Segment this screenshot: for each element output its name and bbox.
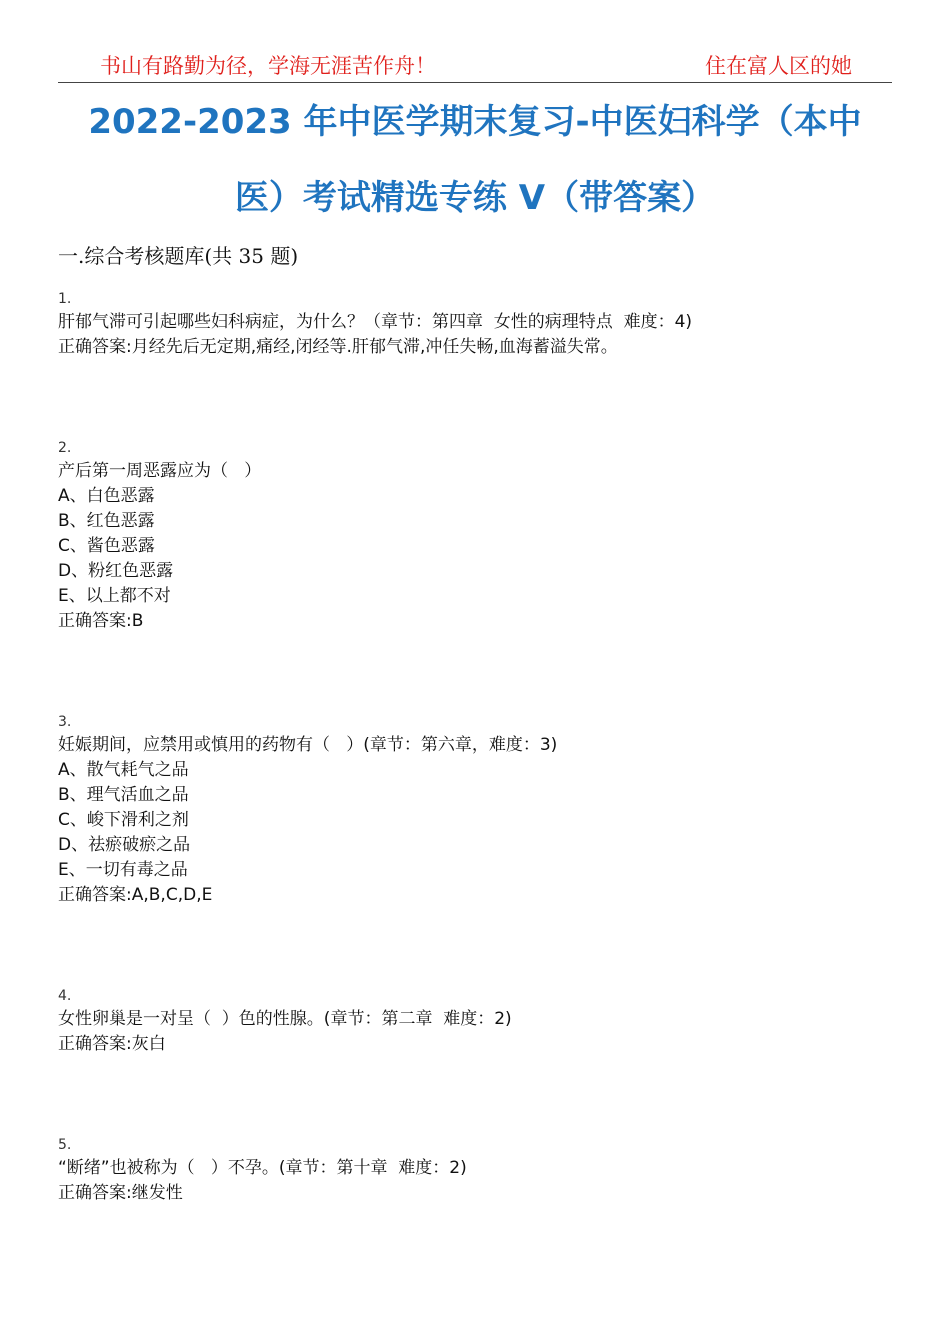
- question-3: [58, 711, 898, 908]
- document-title: [40, 84, 910, 236]
- option-d: D、粉红色恶露: [58, 561, 174, 581]
- question-answer: 正确答案:B: [58, 611, 144, 631]
- question-number: 4.: [58, 988, 72, 1004]
- header-motto: 书山有路勤为径，学海无涯苦作舟！: [100, 54, 436, 78]
- option-d: D、祛瘀破瘀之品: [58, 835, 191, 855]
- option-a: A、散气耗气之品: [58, 760, 189, 780]
- question-text: 肝郁气滞可引起哪些妇科病症，为什么？（章节：第四章 女性的病理特点 难度：4): [58, 312, 693, 332]
- question-2: [58, 437, 898, 634]
- question-answer: 正确答案:继发性: [58, 1183, 183, 1203]
- option-a: A、白色恶露: [58, 486, 155, 506]
- option-c: C、峻下滑利之剂: [58, 810, 189, 830]
- question-answer: 正确答案:灰白: [58, 1034, 166, 1054]
- page-header: [0, 48, 950, 88]
- question-number: 2.: [58, 440, 72, 456]
- section-heading: 一.综合考核题库(共 35 题): [58, 244, 299, 268]
- option-e: E、以上都不对: [58, 586, 171, 606]
- option-e: E、一切有毒之品: [58, 860, 188, 880]
- question-number: 5.: [58, 1137, 72, 1153]
- question-text: 产后第一周恶露应为（ ）: [58, 461, 262, 481]
- question-number: 3.: [58, 714, 72, 730]
- question-text: 女性卵巢是一对呈（ ）色的性腺。(章节：第二章 难度：2): [58, 1009, 512, 1029]
- header-author: 住在富人区的她: [705, 54, 852, 78]
- header-divider: [58, 82, 892, 83]
- option-b: B、理气活血之品: [58, 785, 189, 805]
- question-5: [58, 1134, 898, 1206]
- option-b: B、红色恶露: [58, 511, 155, 531]
- question-4: [58, 985, 898, 1057]
- question-number: 1.: [58, 291, 72, 307]
- title-line-2: 医）考试精选专练 V（带答案）: [234, 178, 716, 218]
- question-answer: 正确答案:月经先后无定期,痛经,闭经等.肝郁气滞,冲任失畅,血海蓄溢失常。: [58, 337, 618, 357]
- question-text: “断绪”也被称为（ ）不孕。(章节：第十章 难度：2): [58, 1158, 467, 1178]
- question-answer: 正确答案:A,B,C,D,E: [58, 885, 213, 905]
- title-line-1: 2022-2023 年中医学期末复习-中医妇科学（本中: [88, 102, 862, 142]
- option-c: C、酱色恶露: [58, 536, 155, 556]
- question-text: 妊娠期间，应禁用或慎用的药物有（ ）(章节：第六章，难度：3): [58, 735, 558, 755]
- question-1: [58, 288, 898, 360]
